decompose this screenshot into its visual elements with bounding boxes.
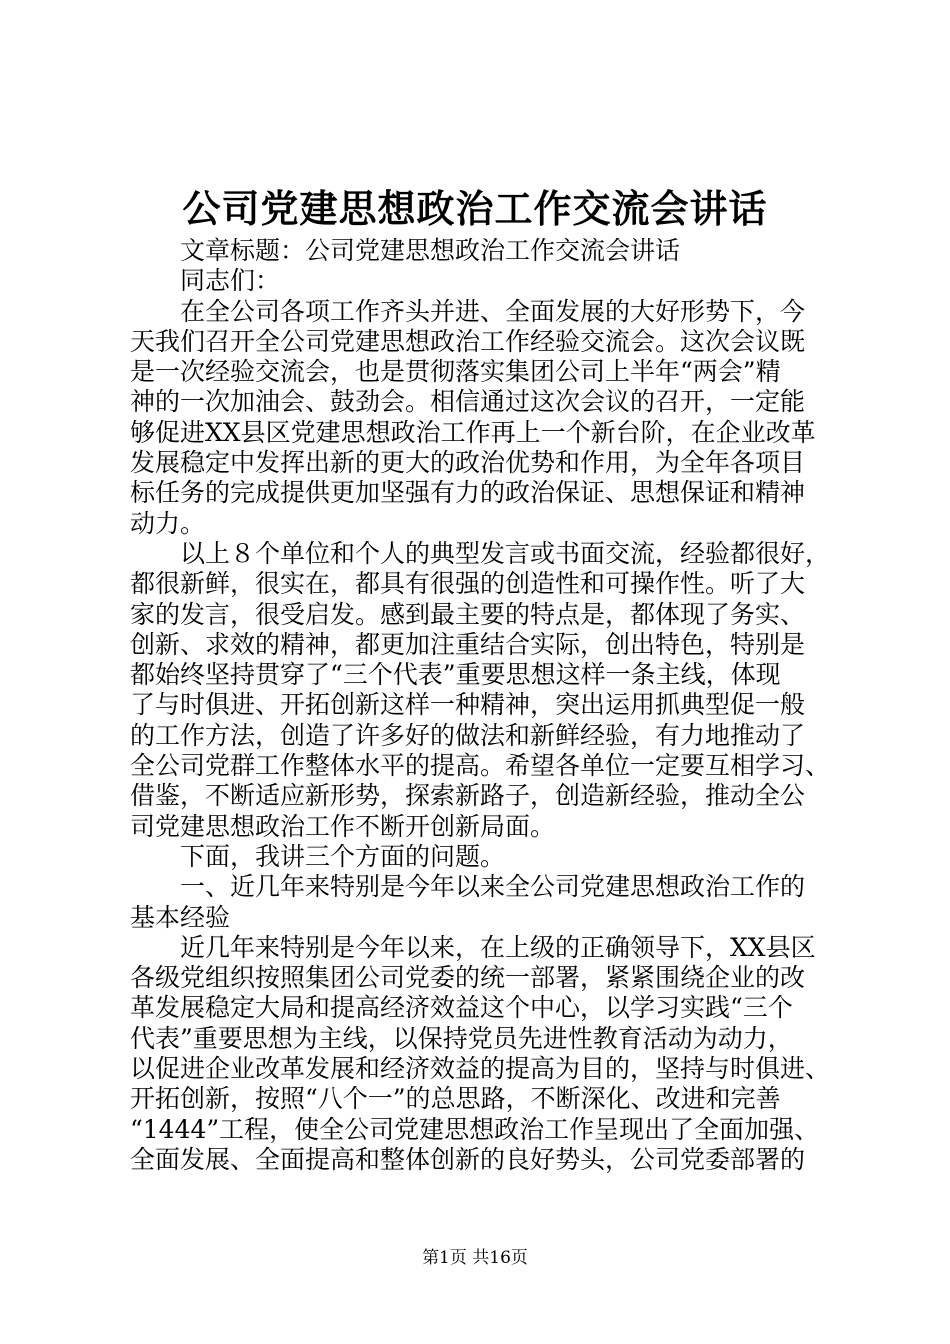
- text-line: “1444”工程，使全公司党建思想政治工作呈现出了全面加强、: [130, 1114, 820, 1144]
- text-line: 代表”重要思想为主线，以保持党员先进性教育活动为动力，: [130, 1023, 793, 1053]
- document-title: 公司党建思想政治工作交流会讲话: [182, 186, 768, 231]
- text-line: 是一次经验交流会，也是贯彻落实集团公司上半年“两会”精: [130, 357, 781, 387]
- text-line: 标任务的完成提供更加坚强有力的政治保证、思想保证和精神: [130, 478, 806, 508]
- text-line: 下面，我讲三个方面的问题。: [180, 841, 506, 871]
- text-line: 近几年来特别是今年以来，在上级的正确领导下，XX县区: [180, 932, 816, 962]
- document-body: [130, 236, 830, 1175]
- text-line: 都始终坚持贯穿了“三个代表”重要思想这样一条主线，体现: [130, 660, 781, 690]
- text-line: 家的发言，很受启发。感到最主要的特点是，都体现了务实、: [130, 599, 806, 629]
- text-line: 文章标题：公司党建思想政治工作交流会讲话: [180, 236, 681, 265]
- text-line: 借鉴，不断适应新形势，探索新路子，创造新经验，推动全公: [130, 781, 806, 811]
- page-footer: 第1页 共16页: [422, 1248, 528, 1268]
- text-line: 创新、求效的精神，都更加注重结合实际，创出特色，特别是: [130, 629, 806, 659]
- text-line: 各级党组织按照集团公司党委的统一部署，紧紧围绕企业的改: [130, 963, 806, 993]
- text-line: 天我们召开全公司党建思想政治工作经验交流会。这次会议既: [130, 326, 806, 356]
- text-line: 司党建思想政治工作不断开创新局面。: [130, 811, 556, 841]
- text-line: 够促进XX县区党建思想政治工作再上一个新台阶，在企业改革: [130, 417, 816, 447]
- text-line: 同志们：: [180, 266, 281, 296]
- text-line: 以促进企业改革发展和经济效益的提高为目的，坚持与时俱进、: [130, 1054, 831, 1084]
- text-line: 了与时俱进、开拓创新这样一种精神，突出运用抓典型促一般: [130, 690, 806, 720]
- text-line: 一、近几年来特别是今年以来全公司党建思想政治工作的: [180, 872, 806, 902]
- text-line: 全公司党群工作整体水平的提高。希望各单位一定要互相学习、: [130, 751, 831, 781]
- text-line: 以上８个单位和个人的典型发言或书面交流，经验都很好，: [180, 538, 831, 568]
- text-line: 神的一次加油会、鼓劲会。相信通过这次会议的召开，一定能: [130, 387, 806, 417]
- text-line: 革发展稳定大局和提高经济效益这个中心，以学习实践“三个: [130, 993, 793, 1023]
- text-line: 发展稳定中发挥出新的更大的政治优势和作用，为全年各项目: [130, 448, 806, 478]
- text-line: 开拓创新，按照“八个一”的总思路，不断深化、改进和完善: [130, 1084, 781, 1114]
- text-line: 基本经验: [130, 902, 231, 932]
- text-line: 全面发展、全面提高和整体创新的良好势头，公司党委部署的: [130, 1144, 806, 1174]
- text-line: 动力。: [130, 508, 206, 538]
- text-line: 都很新鲜，很实在，都具有很强的创造性和可操作性。听了大: [130, 569, 806, 599]
- text-line: 的工作方法，创造了许多好的做法和新鲜经验，有力地推动了: [130, 720, 806, 750]
- text-line: 在全公司各项工作齐头并进、全面发展的大好形势下，今: [180, 296, 806, 326]
